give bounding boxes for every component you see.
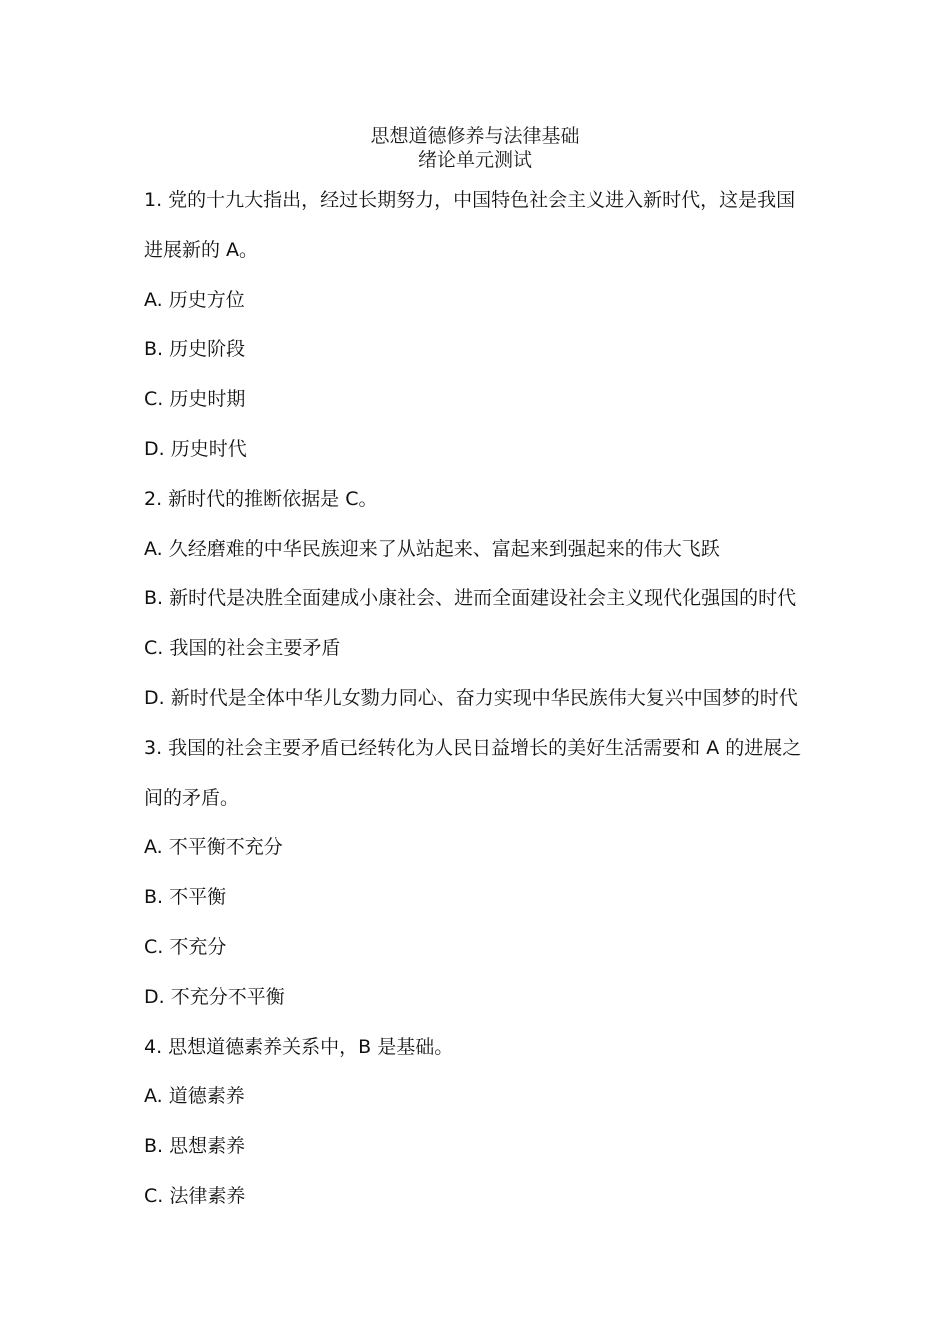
question-4 xyxy=(144,1034,824,1233)
option-a: A. 道德素养 xyxy=(144,1085,245,1108)
question-text: 4. 思想道德素养关系中，B 是基础。 xyxy=(144,1035,454,1058)
option-d: D. 新时代是全体中华儿女勠力同心、奋力实现中华民族伟大复兴中国梦的时代 xyxy=(144,686,798,709)
option-b: B. 新时代是决胜全面建成小康社会、进而全面建设社会主义现代化强国的时代 xyxy=(144,587,797,610)
option-c: C. 历史时期 xyxy=(144,388,246,411)
document-subtitle: 绪论单元测试 xyxy=(417,149,532,171)
option-a: A. 久经磨难的中华民族迎来了从站起来、富起来到强起来的伟大飞跃 xyxy=(144,537,720,560)
document-title: 思想道德修养与法律基础 xyxy=(370,125,580,147)
option-a: A. 历史方位 xyxy=(144,288,245,311)
question-text: 1. 党的十九大指出，经过长期努力，中国特色社会主义进入新时代，这是我国 xyxy=(144,189,796,211)
question-text: 3. 我国的社会主要矛盾已经转化为人民日益增长的美好生活需要和 A 的进展之 xyxy=(144,736,802,759)
question-2 xyxy=(144,486,824,735)
option-b: B. 历史阶段 xyxy=(144,338,246,361)
question-3 xyxy=(144,735,824,1034)
question-text-continued: 间的矛盾。 xyxy=(144,786,240,809)
option-c: C. 法律素养 xyxy=(144,1184,246,1207)
option-c: C. 不充分 xyxy=(144,935,227,958)
question-1 xyxy=(144,187,824,486)
option-d: D. 历史时代 xyxy=(144,437,247,460)
option-d: D. 不充分不平衡 xyxy=(144,985,285,1008)
question-text: 2. 新时代的推断依据是 C。 xyxy=(144,487,378,510)
option-a: A. 不平衡不充分 xyxy=(144,836,283,859)
option-b: B. 不平衡 xyxy=(144,886,227,909)
option-b: B. 思想素养 xyxy=(144,1135,246,1158)
question-list xyxy=(144,187,824,1233)
question-text-continued: 进展新的 A。 xyxy=(144,238,259,261)
option-c: C. 我国的社会主要矛盾 xyxy=(144,637,341,660)
